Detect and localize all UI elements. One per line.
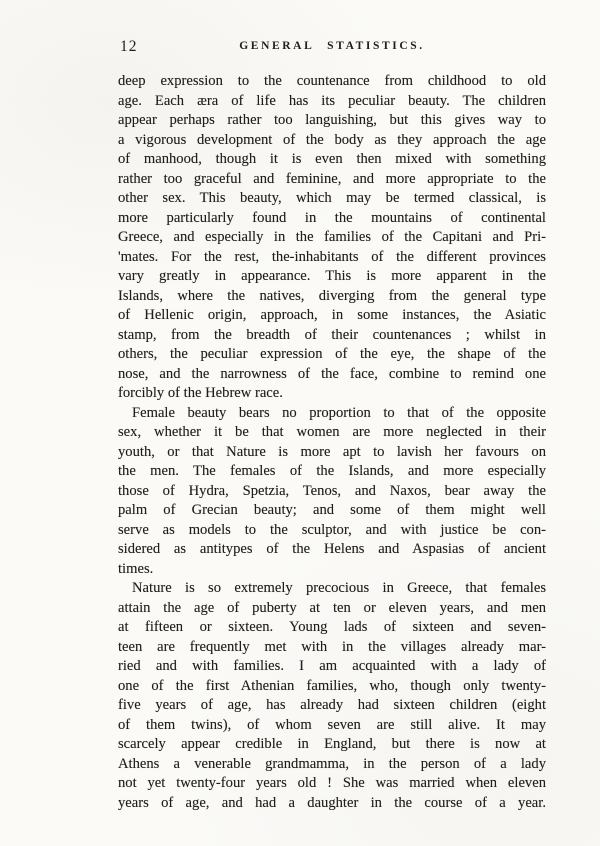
text-line: times. (118, 560, 154, 577)
text-line: other sex. This beauty, which may be termed classical, is (118, 190, 546, 206)
text-line: attain the age of puberty at ten or eleven years, and men (118, 599, 546, 616)
text-line: others, the peculiar expression of the eye, the shape of the (118, 346, 546, 362)
text-line: more particularly found in the mountains of continental (118, 209, 546, 226)
text-line: rather too graceful and feminine, and more appropriate to the (118, 170, 546, 187)
paragraph-2 (118, 404, 546, 580)
text-line: one of the first Athenian families, who, though only twenty- (118, 677, 546, 694)
text-line: Female beauty bears no proportion to that of the opposite (132, 404, 546, 421)
running-header: GENERAL STATISTICS. (239, 40, 425, 52)
text-line: those of Hydra, Spetzia, Tenos, and Naxos, bear away the (118, 482, 546, 499)
text-line: five years of age, has already had sixteen children (eight (118, 697, 546, 713)
text-line: the men. The females of the Islands, and more especially (118, 463, 546, 479)
text-line: youth, or that Nature is more apt to lavish her favours on (118, 443, 546, 460)
text-line: years of age, and had a daughter in the course of a year. (118, 794, 546, 811)
paragraph-3 (118, 579, 546, 813)
body-text (118, 72, 546, 813)
text-line: a vigorous development of the body as they approach the age (118, 131, 546, 148)
text-line: ried and with families. I am acquainted with a lady of (118, 658, 546, 674)
text-line: of Hellenic origin, approach, in some instances, the Asiatic (118, 307, 546, 323)
text-line: vary greatly in appearance. This is more apparent in the (118, 268, 546, 284)
text-line: teen are frequently met with in the villages already mar- (118, 638, 546, 655)
text-line: 'mates. For the rest, the-inhabitants of the different provinces (118, 248, 546, 265)
text-line: sidered as antitypes of the Helens and Aspasias of ancient (118, 541, 546, 557)
text-line: age. Each æra of life has its peculiar beauty. The children (118, 92, 546, 109)
page-header (118, 38, 546, 58)
text-line: Athens a venerable grandmamma, in the person of a lady (118, 755, 546, 772)
text-line: sex, whether it be that women are more neglected in their (118, 424, 546, 440)
text-line: scarcely appear credible in England, but there is now at (118, 736, 546, 752)
text-line: palm of Grecian beauty; and some of them might well (118, 502, 546, 518)
text-line: deep expression to the countenance from childhood to old (118, 73, 546, 89)
text-line: serve as models to the sculptor, and with justice be con- (118, 521, 546, 538)
paragraph-1 (118, 72, 546, 404)
page-number: 12 (120, 38, 138, 55)
text-line: not yet twenty-four years old ! She was married when eleven (118, 775, 546, 791)
text-line: appear perhaps rather too languishing, but this gives way to (118, 112, 546, 128)
text-line: nose, and the narrowness of the face, combine to remind one (118, 365, 546, 382)
text-line: forcibly of the Hebrew race. (118, 385, 283, 401)
text-line: of manhood, though it is even then mixed with something (118, 151, 546, 167)
text-line: at fifteen or sixteen. Young lads of sixteen and seven- (118, 619, 546, 635)
text-line: Greece, and especially in the families of the Capitani and Pri- (118, 229, 546, 245)
text-line: Islands, where the natives, diverging from the general type (118, 287, 546, 304)
text-line: of them twins), of whom seven are still alive. It may (118, 716, 546, 733)
text-line: stamp, from the breadth of their countenances ; whilst in (118, 326, 546, 343)
text-line: Nature is so extremely precocious in Greece, that females (132, 580, 546, 596)
